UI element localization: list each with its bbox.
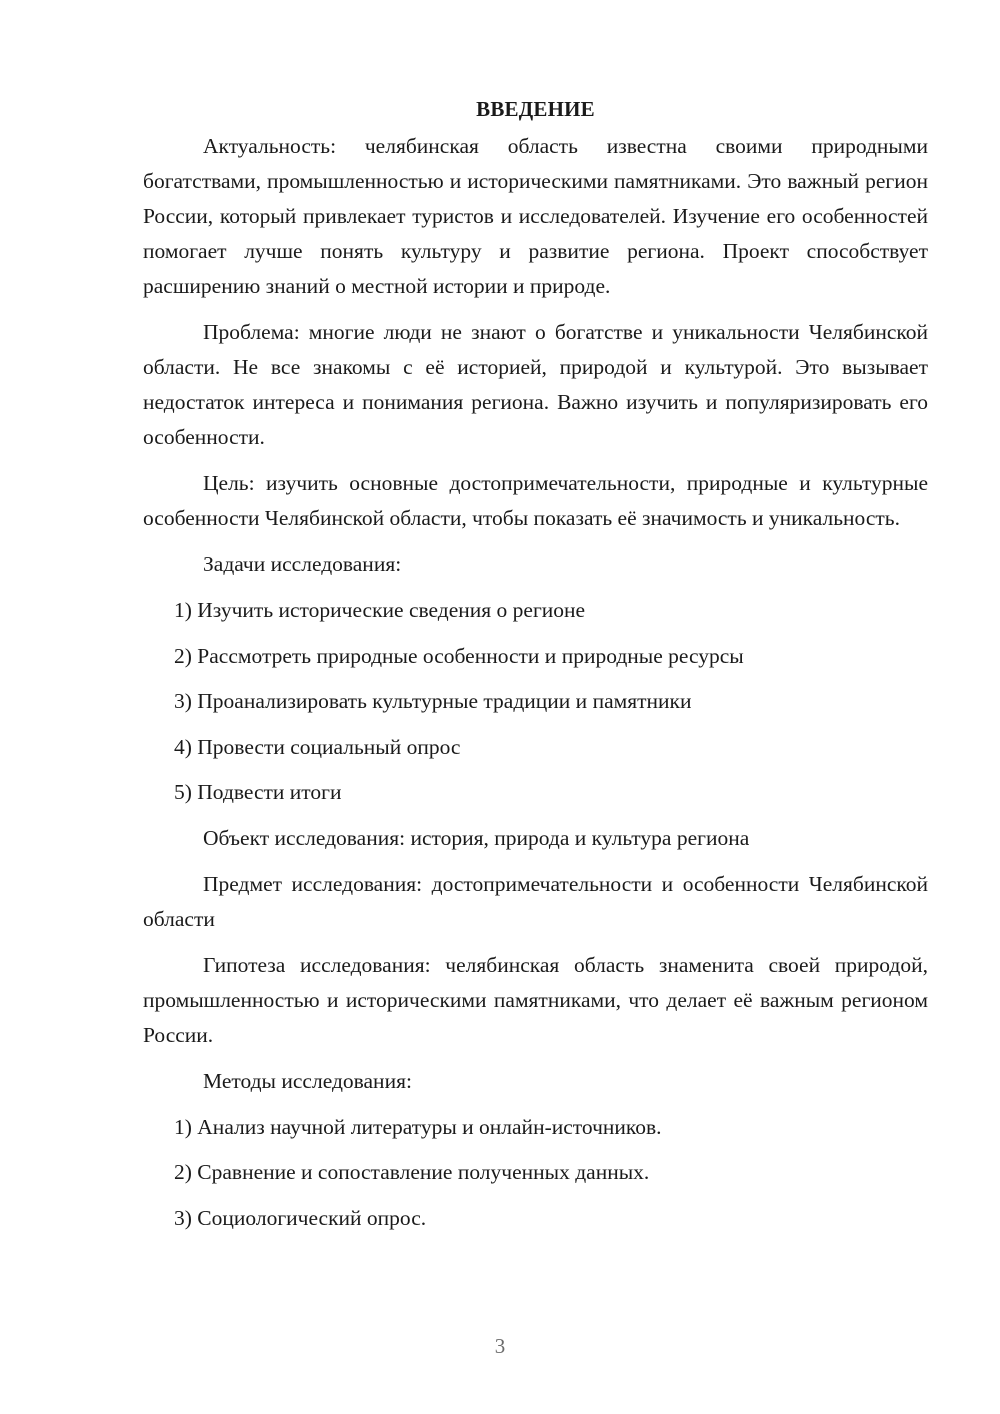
- task-item: 2) Рассмотреть природные особенности и природные ресурсы: [174, 643, 744, 668]
- method-item: 3) Социологический опрос.: [174, 1205, 427, 1230]
- subject-paragraph: Предмет исследования: достопримечательности и особенности Челябинской области: [143, 871, 928, 931]
- page-content: [143, 92, 928, 1246]
- method-item: 1) Анализ научной литературы и онлайн-источников.: [174, 1114, 662, 1139]
- problem-paragraph: Проблема: многие люди не знают о богатстве и уникальности Челябинской области. Не все знакомы с её историей, природой и культурой. Это вызывает недостаток интереса и понимания региона. Важно изучить и популяризировать его особенности.: [143, 320, 928, 449]
- task-item: 1) Изучить исторические сведения о регионе: [174, 598, 586, 622]
- object-paragraph: Объект исследования: история, природа и культура региона: [203, 825, 750, 850]
- task-item: 5) Подвести итоги: [174, 780, 342, 804]
- task-item: 3) Проанализировать культурные традиции и памятники: [174, 689, 692, 713]
- tasks-heading: Задачи исследования:: [203, 552, 402, 576]
- tasks-list: [143, 593, 928, 810]
- task-item: 4) Провести социальный опрос: [174, 734, 461, 759]
- hypothesis-paragraph: Гипотеза исследования: челябинская область знаменита своей природой, промышленностью и историческими памятниками, что делает её важным регионом России.: [143, 952, 928, 1047]
- page-title: ВВЕДЕНИЕ: [476, 97, 595, 121]
- relevance-paragraph: Актуальность: челябинская область известна своими природными богатствами, промышленностью и историческими памятниками. Это важный регион России, который привлекает туристов и исследователей. Изучение его особенностей помогает лучше понять культуру и развитие региона. Проект способствует расширению знаний о местной истории и природе.: [143, 134, 928, 298]
- methods-heading: Методы исследования:: [203, 1068, 412, 1093]
- methods-list: [143, 1110, 928, 1236]
- method-item: 2) Сравнение и сопоставление полученных данных.: [174, 1160, 650, 1184]
- page-number: 3: [494, 1334, 506, 1358]
- goal-paragraph: Цель: изучить основные достопримечательности, природные и культурные особенности Челябинской области, чтобы показать её значимость и уникальность.: [143, 471, 928, 530]
